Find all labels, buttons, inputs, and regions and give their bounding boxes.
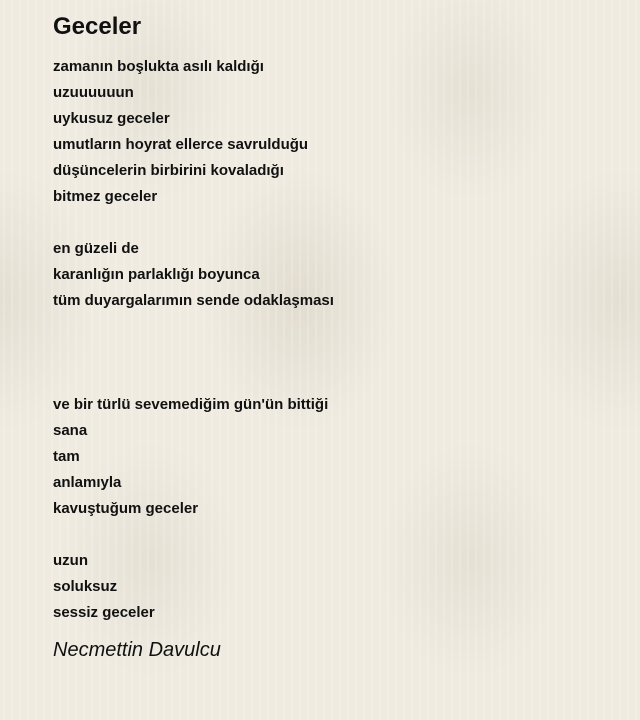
poem-line: tam <box>53 448 80 465</box>
poem-line: tüm duyargalarımın sende odaklaşması <box>53 292 334 309</box>
poem-line: en güzeli de <box>53 240 139 257</box>
stanza-4 <box>53 548 613 626</box>
poem-container <box>53 12 613 662</box>
poem-body <box>53 54 613 626</box>
stanza-2 <box>53 236 613 314</box>
poem-line: umutların hoyrat ellerce savrulduğu <box>53 136 309 153</box>
poem-author[interactable]: Necmettin Davulcu <box>53 639 221 661</box>
stanza-3 <box>53 392 613 522</box>
poem-line: kavuştuğum geceler <box>53 500 199 517</box>
poem-line: sana <box>53 422 88 439</box>
stanza-break <box>53 314 613 392</box>
poem-line: uykusuz geceler <box>53 110 170 127</box>
poem-line: düşüncelerin birbirini kovaladığı <box>53 162 284 179</box>
poem-line: soluksuz <box>53 578 118 595</box>
poem-line: bitmez geceler <box>53 188 158 205</box>
poem-line: anlamıyla <box>53 474 122 491</box>
poem-line: uzuuuuuun <box>53 84 134 101</box>
stanza-1 <box>53 54 613 210</box>
poem-line: ve bir türlü sevemediğim gün'ün bittiği <box>53 396 329 413</box>
poem-line: sessiz geceler <box>53 604 155 621</box>
poem-line: karanlığın parlaklığı boyunca <box>53 266 260 283</box>
stanza-break <box>53 522 613 548</box>
poem-line: uzun <box>53 552 88 569</box>
poem-title: Geceler <box>53 13 142 40</box>
poem-line: zamanın boşlukta asılı kaldığı <box>53 58 264 75</box>
stanza-break <box>53 210 613 236</box>
